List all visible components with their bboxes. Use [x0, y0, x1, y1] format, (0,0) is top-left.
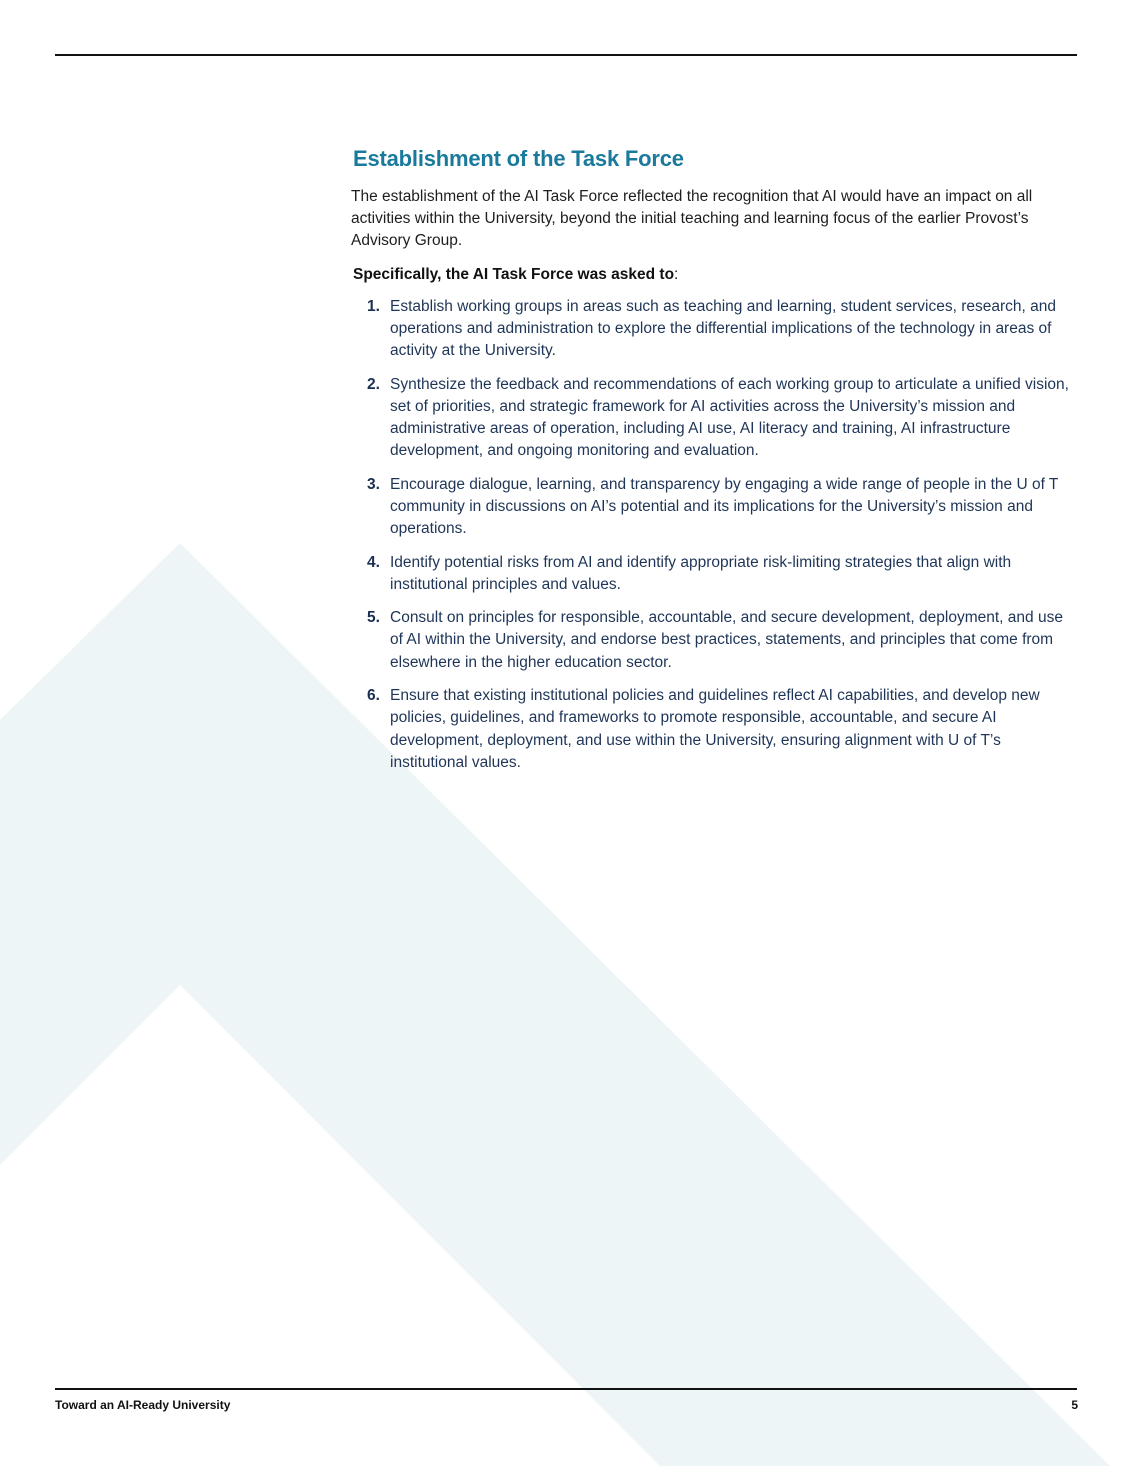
- intro-paragraph: The establishment of the AI Task Force reflected the recognition that AI would have an impact on all activities within the University, beyond the initial teaching and learning focus of the earlier Provost’s Advisory Group.: [351, 188, 1033, 250]
- footer-rule: [55, 1388, 1077, 1390]
- list-item-text: Ensure that existing institutional policies and guidelines reflect AI capabilities, and develop new policies, guidelines, and frameworks to promote responsible, accountable, and secure AI development, deployment, and use within the University, ensuring alignment with U of T’s institutional values.: [390, 687, 1040, 771]
- list-item-text: Encourage dialogue, learning, and transparency by engaging a wide range of people in the U of T community in discussions on AI’s potential and its implications for the University’s mission and operations.: [390, 475, 1059, 538]
- lead-paragraph: [353, 264, 1078, 286]
- header-rule: [55, 54, 1077, 56]
- section-heading: Establishment of the Task Force: [353, 146, 684, 171]
- list-item: [353, 685, 1078, 774]
- main-content: [353, 144, 1078, 785]
- list-item-number: 3.: [367, 475, 380, 493]
- list-item-text: Establish working groups in areas such as teaching and learning, student services, research, and operations and administration to explore the differential implications of the technology in areas of activity at the University.: [390, 297, 1057, 360]
- list-item-number: 6.: [367, 687, 380, 705]
- lead-suffix: :: [674, 265, 679, 283]
- footer-document-title: Toward an AI-Ready University: [55, 1398, 231, 1412]
- list-item-text: Identify potential risks from AI and identify appropriate risk-limiting strategies that align with institutional principles and values.: [390, 553, 1012, 593]
- list-item: [353, 607, 1078, 674]
- lead-bold-text: Specifically, the AI Task Force was asked to: [353, 265, 675, 283]
- list-item-number: 5.: [367, 609, 380, 627]
- list-item: [353, 296, 1078, 363]
- list-item-text: Synthesize the feedback and recommendations of each working group to articulate a unified vision, set of priorities, and strategic framework for AI activities across the University’s mission and administrative areas of operation, including AI use, AI literacy and training, AI infrastructure development, and ongoing monitoring and evaluation.: [390, 375, 1069, 460]
- list-item-text: Consult on principles for responsible, accountable, and secure development, deployment, and use of AI within the University, and endorse best practices, statements, and principles that come from elsewhere in the higher education sector.: [390, 609, 1063, 671]
- list-item-number: 1.: [367, 297, 380, 315]
- list-item-number: 4.: [367, 553, 380, 571]
- list-item-number: 2.: [367, 375, 380, 393]
- list-item: [353, 552, 1078, 597]
- page-number: 5: [1071, 1398, 1078, 1412]
- task-list: [353, 296, 1078, 775]
- list-item: [353, 474, 1078, 541]
- list-item: [353, 374, 1078, 463]
